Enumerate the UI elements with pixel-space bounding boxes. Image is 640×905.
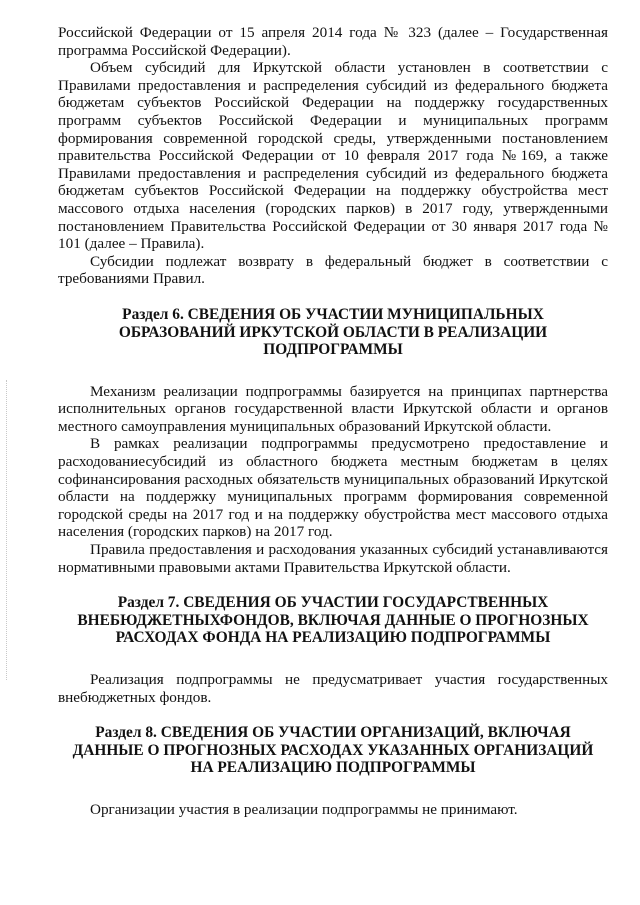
section8-paragraph-1: Организации участия в реализации подпрограммы не принимают. [90, 800, 518, 818]
intro-subsidy-volume: Объем субсидий для Иркутской области установлен в соответствии с Правилами предоставления и распределения субсидий из федерального бюджета бюджетам субъектов Российской Федерации на поддержку государственных программ субъектов Российской Федерации и муниципальных программ формирования современной городской среды, утвержденными постановлением правительства Российской Федерации от 10 февраля 2017 года №169, а также Правилами предоставления и распределения субсидий из федерального бюджета бюджетам субъектов Российской Федерации на поддержку обустройства мест массового отдыха населения (городских парков) в 2017 году, утвержденными постановлением Правительства Российской Федерации от 30 января 2017 года № 101 (далее – Правила). [58, 59, 608, 253]
section7-heading: Раздел 7. СВЕДЕНИЯ ОБ УЧАСТИИ ГОСУДАРСТВЕННЫХ ВНЕБЮДЖЕТНЫХФОНДОВ, ВКЛЮЧАЯ ДАННЫЕ О ПРОГНОЗНЫХ РАСХОДАХ ФОНДА НА РЕАЛИЗАЦИЮ ПОДПРОГРАММЫ [77, 594, 589, 647]
intro-refund: Субсидии подлежат возврату в федеральный бюджет в соответствии с требованиями Правил. [58, 252, 608, 288]
section6-paragraph-2: В рамках реализации подпрограммы предусмотрено предоставление и расходованиесубсидий из областного бюджета местным бюджетам в целях софинансирования расходных обязательств муниципальных образований Иркутской области на поддержку муниципальных программ формирования современной городской среды на 2017 год и на поддержку обустройства мест массового отдыха населения (городских парков) на 2017 год. [58, 435, 608, 541]
section8-heading: Раздел 8. СВЕДЕНИЯ ОБ УЧАСТИИ ОРГАНИЗАЦИЙ, ВКЛЮЧАЯ ДАННЫЕ О ПРОГНОЗНЫХ РАСХОДАХ УКАЗАННЫХ ОРГАНИЗАЦИЙ НА РЕАЛИЗАЦИЮ ПОДПРОГРАММЫ [72, 724, 594, 777]
section7-paragraph-1: Реализация подпрограммы не предусматривает участия государственных внебюджетных фондов. [58, 671, 608, 706]
scan-margin-marks [6, 380, 9, 680]
document-page [58, 24, 608, 819]
intro-continuation: Российской Федерации от 15 апреля 2014 года № 323 (далее – Государственная программа Российской Федерации). [58, 24, 608, 59]
section6-paragraph-1: Механизм реализации подпрограммы базируется на принципах партнерства исполнительных органов государственной власти Иркутской области и органов местного самоуправления муниципальных образований Иркутской области. [58, 382, 608, 435]
section6-paragraph-3: Правила предоставления и расходования указанных субсидий устанавливаются нормативными правовыми актами Правительства Иркутской области. [58, 541, 608, 576]
section6-heading: Раздел 6. СВЕДЕНИЯ ОБ УЧАСТИИ МУНИЦИПАЛЬНЫХ ОБРАЗОВАНИЙ ИРКУТСКОЙ ОБЛАСТИ В РЕАЛИЗАЦИИ ПОДПРОГРАММЫ [118, 305, 548, 359]
